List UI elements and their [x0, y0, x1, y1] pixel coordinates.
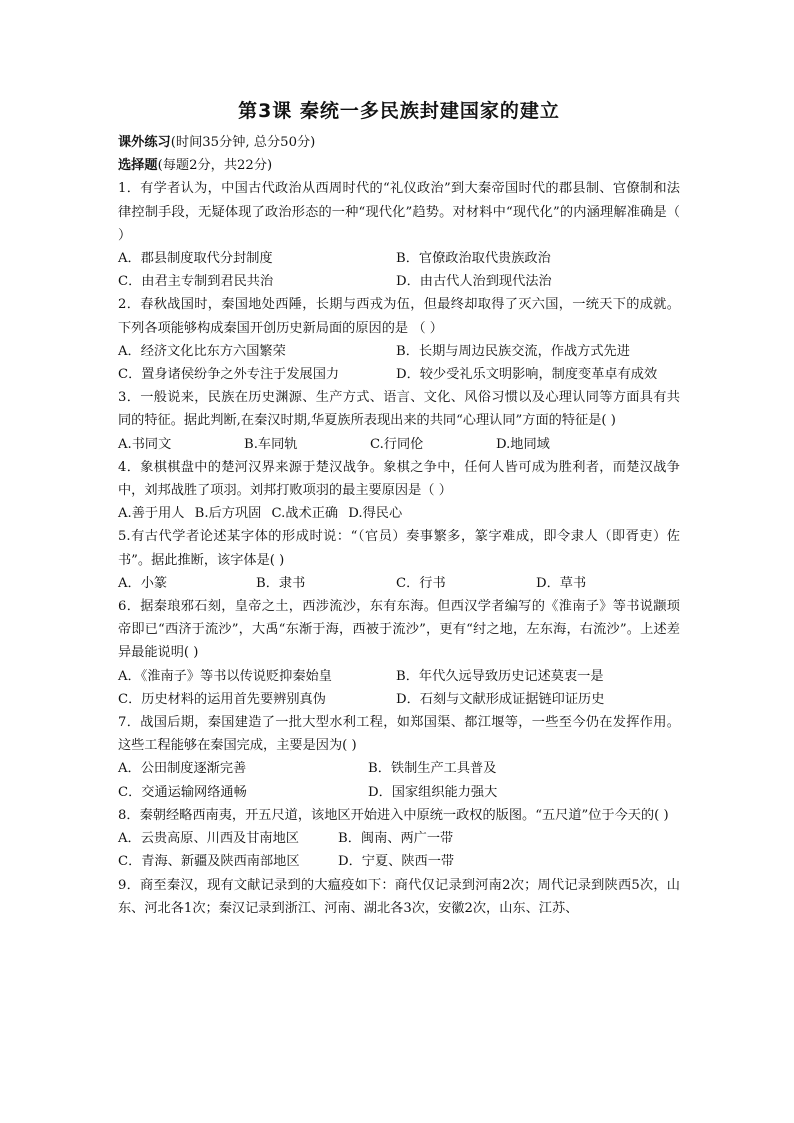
option[interactable]: B．闽南、两广一带	[338, 831, 454, 847]
option[interactable]: A．小篆	[118, 575, 168, 591]
question-6-options	[118, 665, 680, 711]
option[interactable]: A.书同文	[118, 436, 172, 452]
question-8-stem: 8．秦朝经略西南夷，开五尺道，该地区开始进入中原统一政权的版图。“五尺道”位于今天的( )	[118, 807, 669, 823]
option[interactable]: D．较少受礼乐文明影响，制度变革卓有成效	[396, 367, 658, 383]
option[interactable]: A．云贵高原、川西及甘南地区	[118, 831, 299, 847]
option[interactable]: B．隶书	[256, 575, 306, 591]
option[interactable]: B.后方巩固	[194, 506, 262, 522]
question-2-stem: 2．春秋战国时，秦国地处西陲，长期与西戎为伍，但最终却取得了灭六国，一统天下的成就。下列各项能够构成秦国开创历史新局面的原因的是 （ ）	[118, 297, 680, 336]
option[interactable]: B．官僚政治取代贵族政治	[396, 251, 551, 267]
option[interactable]: D．草书	[536, 575, 587, 591]
option[interactable]: B．铁制生产工具普及	[368, 761, 497, 777]
option[interactable]: C．交通运输网络通畅	[118, 784, 247, 800]
option[interactable]: C．置身诸侯纷争之外专注于发展国力	[118, 367, 340, 383]
question-7-stem: 7．战国后期，秦国建造了一批大型水利工程，如郑国渠、都江堰等，一些至今仍在发挥作用。这些工程能够在秦国完成，主要是因为( )	[118, 715, 680, 754]
question-5-options	[118, 572, 680, 595]
question-9-stem: 9．商至秦汉，现有文献记录到的大瘟疫如下：商代仅记录到河南2次；周代记录到陕西5次，山东、河北各1次；秦汉记录到浙江、河南、湖北各3次，安徽2次，山东、江苏、	[118, 877, 680, 916]
exercise-label: 课外练习	[118, 135, 171, 150]
option[interactable]: D.地同域	[496, 436, 550, 452]
question-6-stem: 6．据秦琅邪石刻，皇帝之土，西涉流沙，东有东海。但西汉学者编写的《淮南子》等书说颛顼帝即已“西济于流沙”，大禹“东渐于海，西被于流沙”，更有“纣之地，左东海，右流沙”。上述差异最能说明( )	[118, 599, 680, 661]
option[interactable]: A.善于用人	[118, 506, 185, 522]
option[interactable]: C．历史材料的运用首先要辨别真伪	[118, 691, 326, 707]
question-3-options	[118, 433, 680, 456]
option[interactable]: D.得民心	[348, 506, 403, 522]
section-header	[118, 154, 680, 177]
question-1-stem: 1．有学者认为，中国古代政治从西周时代的“礼仪政治”到大秦帝国时代的郡县制、官僚制和法律控制手段，无疑体现了政治形态的一种“现代化”趋势。对材料中“现代化”的内涵理解准确是（ ）	[118, 181, 680, 243]
option[interactable]: A．公田制度逐渐完善	[118, 761, 247, 777]
question-8-options	[118, 827, 680, 873]
option[interactable]: B．年代久远导致历史记述莫衷一是	[396, 668, 604, 684]
option[interactable]: C．行书	[396, 575, 446, 591]
option[interactable]: C．青海、新疆及陕西南部地区	[118, 854, 300, 870]
option[interactable]: C．由君主专制到君民共治	[118, 274, 274, 290]
question-7-options	[118, 757, 680, 803]
option[interactable]: A．经济文化比东方六国繁荣	[118, 343, 286, 359]
option[interactable]: D．宁夏、陕西一带	[338, 854, 455, 870]
document-page	[118, 96, 680, 920]
option[interactable]: C.战术正确	[271, 506, 339, 522]
option[interactable]: B．长期与周边民族交流，作战方式先进	[396, 343, 630, 359]
option[interactable]: D．由古代人治到现代法治	[396, 274, 552, 290]
question-1-options	[118, 247, 680, 293]
question-5-stem: 5.有古代学者论述某字体的形成时说：“（官员）奏事繁多，篆字难成，即令隶人（即胥吏）佐书”。据此推断，该字体是( )	[118, 529, 680, 568]
option[interactable]: C.行同伦	[370, 436, 424, 452]
option[interactable]: B.车同轨	[244, 436, 298, 452]
exercise-meta: (时间35分钟, 总分50分)	[170, 135, 316, 150]
question-4-stem: 4．象棋棋盘中的楚河汉界来源于楚汉战争。象棋之争中，任何人皆可成为胜利者，而楚汉战争中，刘邦战胜了项羽。刘邦打败项羽的最主要原因是（ ）	[118, 459, 680, 499]
question-4-options	[118, 502, 680, 525]
section-label: 选择题	[118, 158, 158, 174]
question-3-stem: 3．一般说来，民族在历史渊源、生产方式、语言、文化、风俗习惯以及心理认同等方面具有共同的特征。据此判断,在秦汉时期,华夏族所表现出来的共同“心理认同”方面的特征是( )	[118, 390, 680, 429]
page-title: 第3课 秦统一多民族封建国家的建立	[238, 100, 560, 122]
question-2-options	[118, 340, 680, 386]
option[interactable]: A．《淮南子》等书以传说贬抑秦始皇	[118, 668, 332, 684]
exercise-header	[118, 131, 680, 154]
option[interactable]: A．郡县制度取代分封制度	[118, 251, 273, 267]
option[interactable]: D．石刻与文献形成证据链印证历史	[396, 691, 605, 707]
section-meta: (每题2分，共22分)	[157, 158, 273, 174]
option[interactable]: D．国家组织能力强大	[368, 784, 498, 800]
